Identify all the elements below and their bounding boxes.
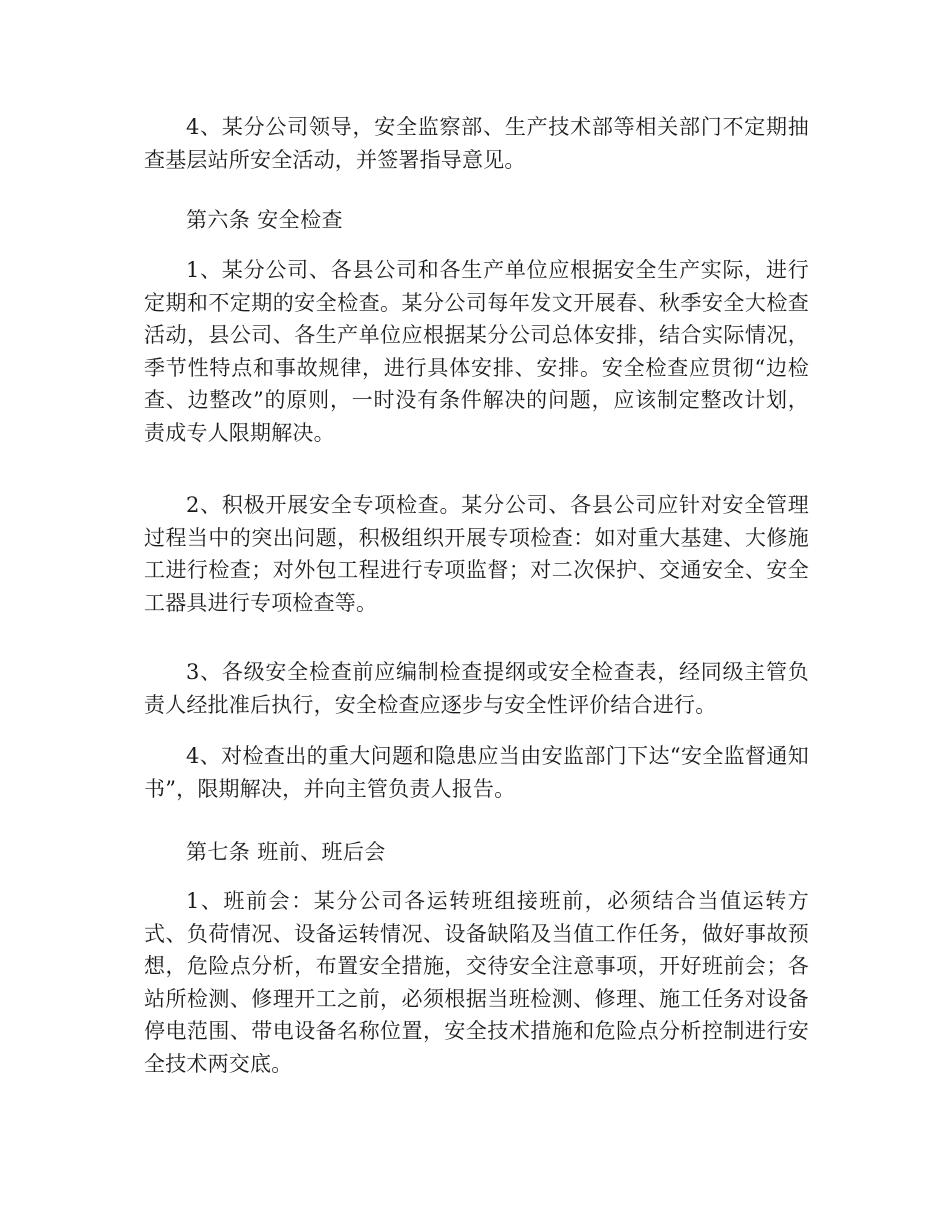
article-7-heading: 第七条 班前、班后会 [186, 840, 386, 864]
paragraph-pre-shift-meeting: 1、班前会：某分公司各运转班组接班前，必须结合当值运转方式、负荷情况、设备运转情况、设备缺陷及当值工作任务，做好事故预想，危险点分析，布置安全措施，交待安全注意事项，开好班前会；各站所检测、修理开工之前，必须根据当班检测、修理、施工任务对设备停电范围、带电设备名称位置，安全技术措施和危险点分析控制进行安全技术两交底。 [144, 889, 809, 1076]
paragraph-safety-inspection-2: 2、积极开展安全专项检查。某分公司、各县公司应针对安全管理过程当中的突出问题，积极组织开展专项检查：如对重大基建、大修施工进行检查；对外包工程进行专项监督；对二次保护、交通安全、安全工器具进行专项检查等。 [144, 493, 809, 615]
paragraph-safety-inspection-3: 3、各级安全检查前应编制检查提纲或安全检查表，经同级主管负责人经批准后执行，安全检查应逐步与安全性评价结合进行。 [144, 660, 809, 717]
paragraph-safety-inspection-1: 1、某分公司、各县公司和各生产单位应根据安全生产实际，进行定期和不定期的安全检查。某分公司每年发文开展春、秋季安全大检查活动，县公司、各生产单位应根据某分公司总体安排，结合实际情况，季节性特点和事故规律，进行具体安排、安排。安全检查应贯彻“边检查、边整改”的原则，一时没有条件解决的问题，应该制定整改计划，责成专人限期解决。 [144, 258, 809, 445]
article-6-heading: 第六条 安全检查 [186, 208, 343, 232]
paragraph-safety-inspection-4: 4、对检查出的重大问题和隐患应当由安监部门下达“安全监督通知书”，限期解决，并向主管负责人报告。 [144, 744, 809, 801]
paragraph-supervision-spot-check: 4、某分公司领导，安全监察部、生产技术部等相关部门不定期抽查基层站所安全活动，并签署指导意见。 [144, 115, 809, 172]
